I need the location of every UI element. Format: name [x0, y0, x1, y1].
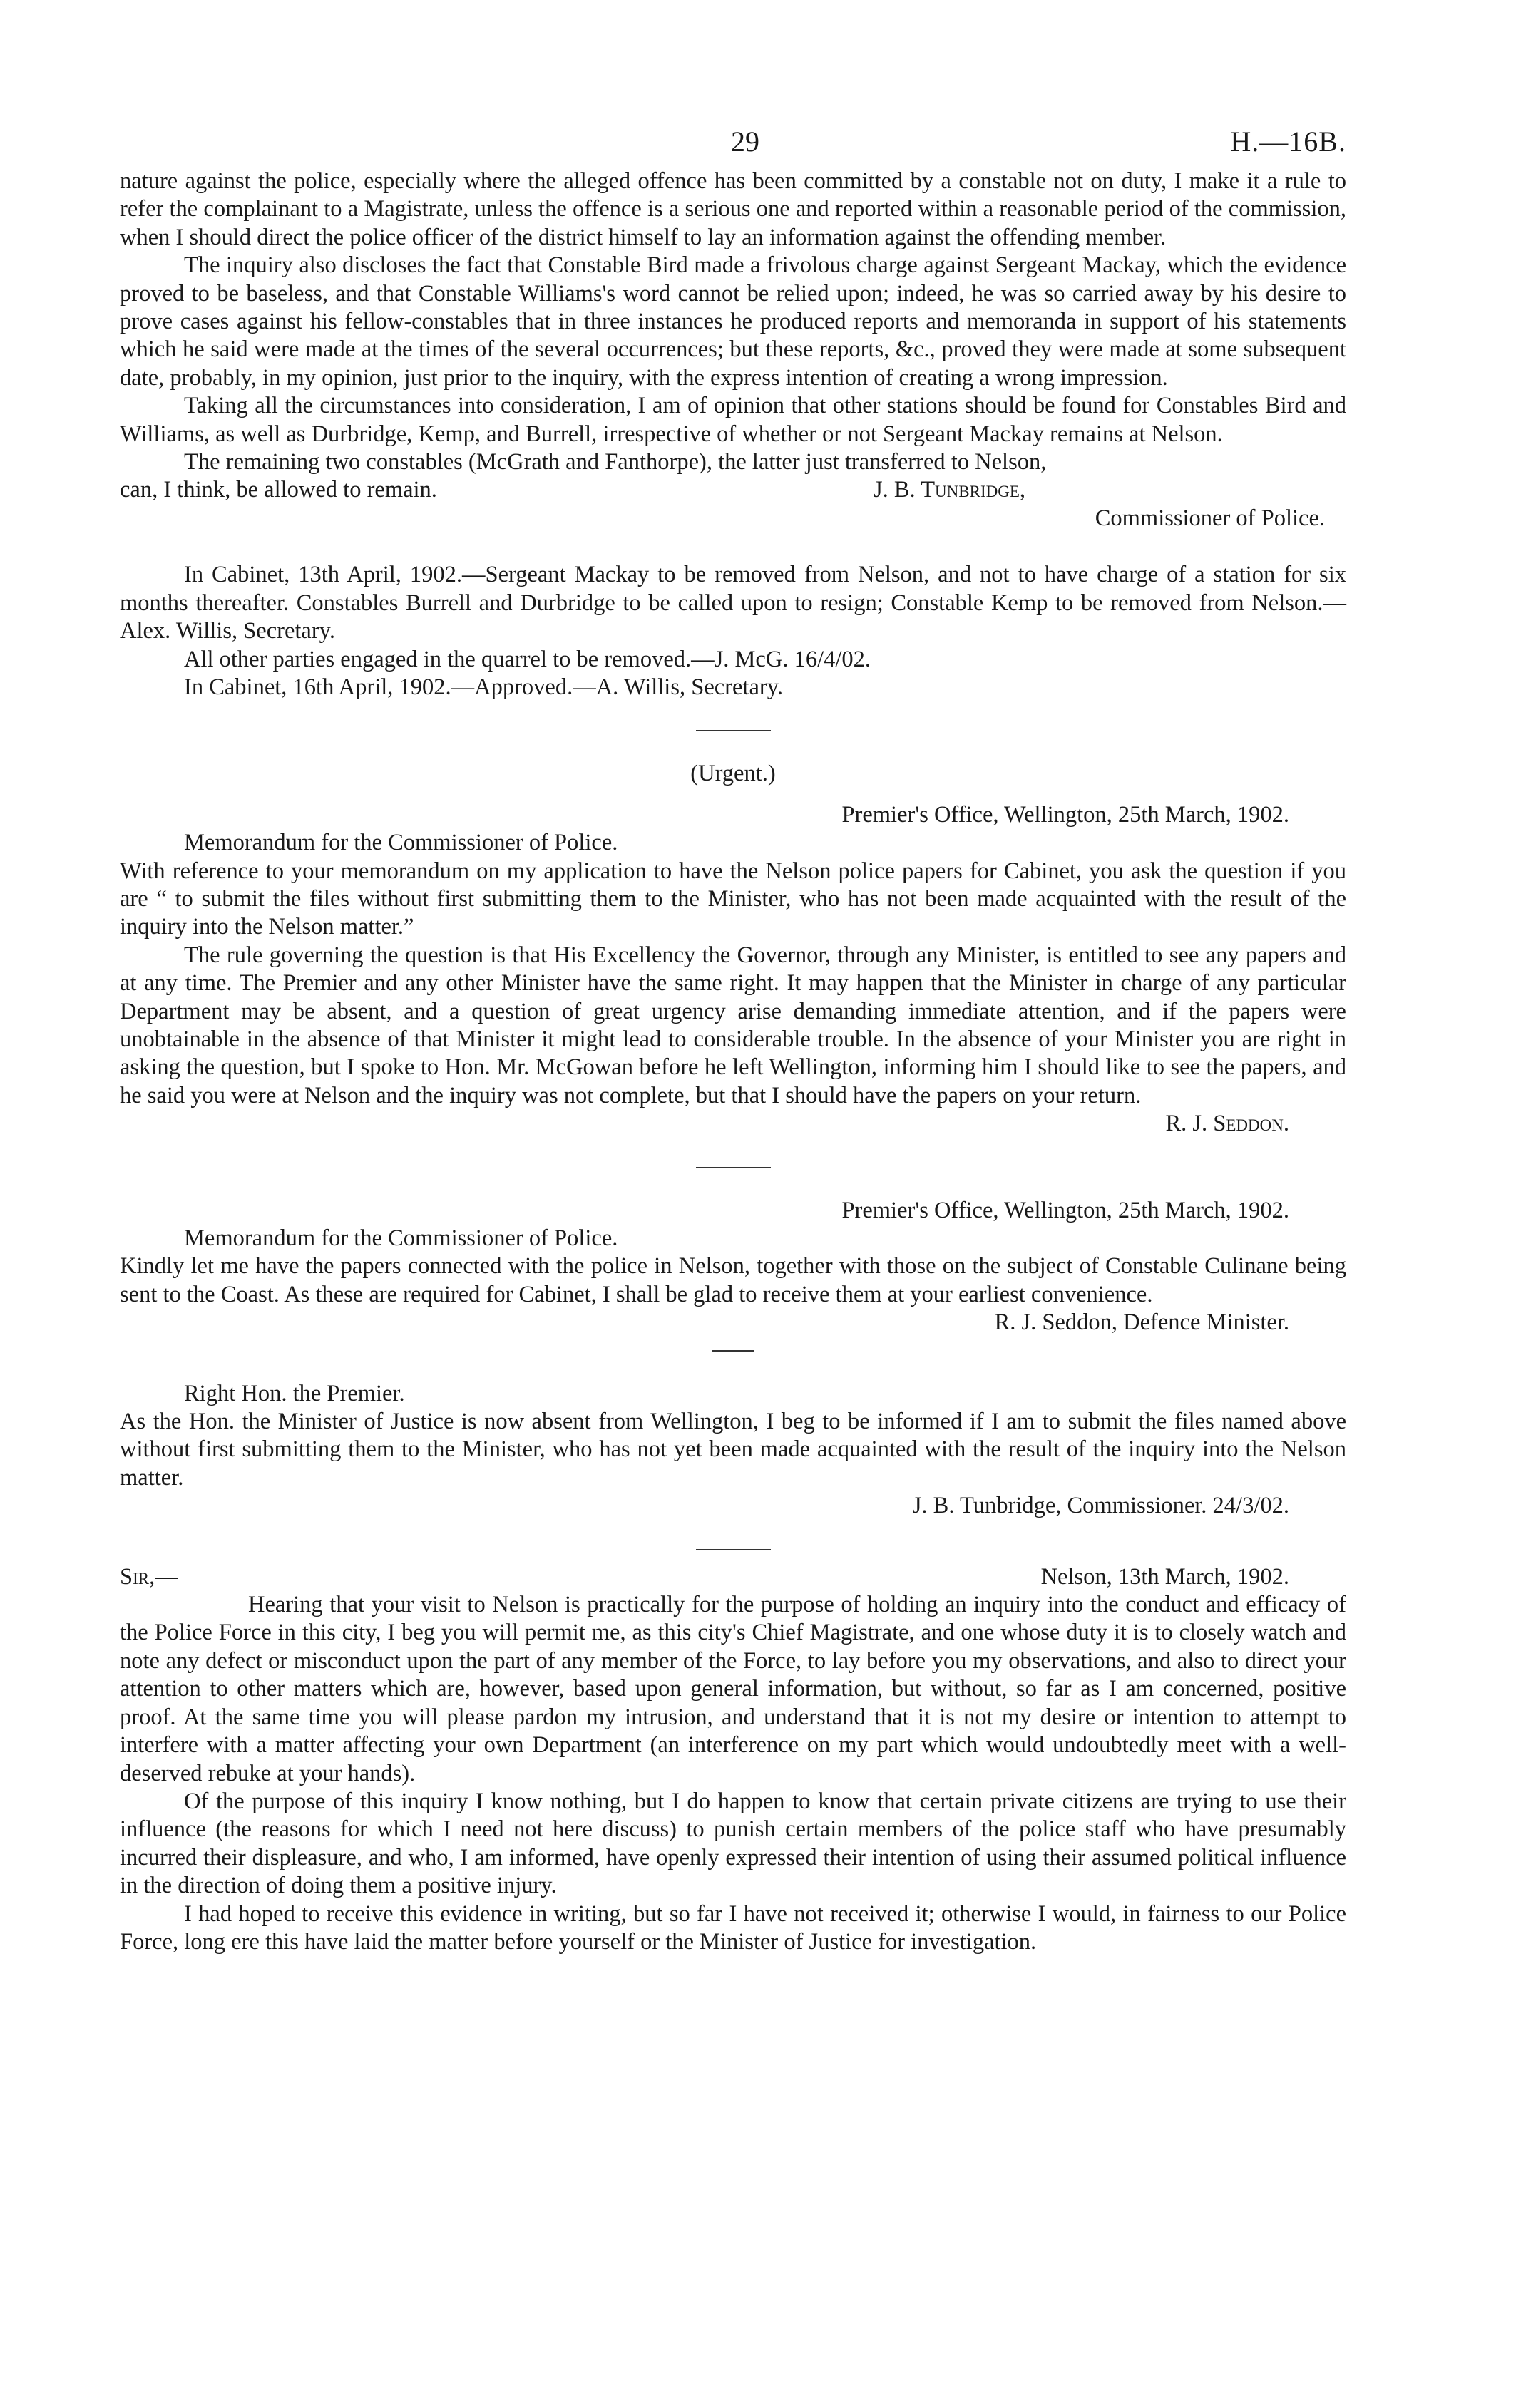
paragraph-remaining-constables: The remaining two constables (McGrath and Fanthorpe), the latter just transferred to Nelson,	[184, 449, 1047, 475]
signature-seddon: R. J. Seddon, Defence Minister.	[994, 1310, 1289, 1336]
paragraph-recommendation: Taking all the circumstances into consideration, I am of opinion that other stations should be found for Constables Bird and Williams, as well as Durbridge, Kemp, and Burrell, irrespective of whether or not Sergeant Mackay remains at Nelson.	[120, 393, 1346, 447]
paragraph-continuation: can, I think, be allowed to remain.	[120, 477, 437, 503]
memo-dateline: Premier's Office, Wellington, 25th March, 1902.	[841, 801, 1289, 828]
letter-salutation: Sir,—	[120, 1563, 178, 1590]
document-page	[120, 125, 1346, 1956]
letter-body-paragraph: Of the purpose of this inquiry I know nothing, but I do happen to know that certain private citizens are trying to use their influence (the reasons for which I need not here discuss) to punish certain members of the police staff who have presumably incurred their displeasure, and who, I am informed, have openly expressed their intention of using their assumed political influence in the direction of doing them a positive injury.	[120, 1788, 1346, 1899]
paragraph-police-complaints: nature against the police, especially where the alleged offence has been committed by a constable not on duty, I make it a rule to refer the complainant to a Magistrate, unless the offence is a serious one and reported within a reasonable period of the commission, when I should direct the police officer of the district himself to lay an information against the offending member.	[120, 168, 1346, 250]
memo-recipient: Right Hon. the Premier.	[184, 1380, 405, 1406]
letter-body-paragraph: Hearing that your visit to Nelson is practically for the purpose of holding an inquiry into the conduct and efficacy of the Police Force in this city, I beg you will permit me, as this city's Chief Magistrate, and one whose duty it is to closely watch and note any defect or misconduct upon the part of any member of the Force, to lay before you my observations, and also to direct your attention to other matters which are, however, based upon general information, but without, so far as I am concerned, positive proof. At the same time you will please pardon my intrusion, and understand that it is not my desire or intention to attempt to interfere with a matter affecting your own Department (an interference on my part which would undoubtedly meet with a well-deserved rebuke at your hands).	[120, 1592, 1346, 1786]
memo-body-paragraph: As the Hon. the Minister of Justice is now absent from Wellington, I beg to be informed if I am to submit the files named above without first submitting them to the Minister, who has not yet been made acquainted with the result of the inquiry into the Nelson matter.	[120, 1409, 1346, 1491]
letter-dateline: Nelson, 13th March, 1902.	[1040, 1563, 1289, 1590]
signature-seddon: R. J. Seddon.	[1165, 1111, 1289, 1137]
paragraph-inquiry-findings: The inquiry also discloses the fact that Constable Bird made a frivolous charge against Sergeant Mackay, which the evidence proved to be baseless, and that Constable Williams's word cannot be relied upon; indeed, he was so carried away by his desire to prove cases against his fellow-constables that in three instances he produced reports and memoranda in support of his statements which he said were made at the times of the several occurrences; but these reports, &c., proved they were made at some subsequent date, probably, in my opinion, just prior to the inquiry, with the express intention of creating a wrong impression.	[120, 252, 1346, 391]
signature-row	[120, 476, 1346, 504]
memo-body-paragraph: With reference to your memorandum on my application to have the Nelson police papers for Cabinet, you ask the question if you are “ to submit the files without first submitting them to the Minister, who has not been made acquainted with the result of the inquiry into the Nelson matter.”	[120, 858, 1346, 940]
document-reference: H.—16B.	[1230, 125, 1346, 158]
memo-recipient: Memorandum for the Commissioner of Police.	[184, 830, 618, 856]
page-number: 29	[731, 125, 759, 158]
page-header	[120, 125, 1346, 168]
memo-dateline: Premier's Office, Wellington, 25th March, 1902.	[841, 1197, 1289, 1223]
memo-body-paragraph: Kindly let me have the papers connected with the police in Nelson, together with those on the subject of Constable Culinane being sent to the Coast. As these are required for Cabinet, I shall be glad to receive them at your earliest convenience.	[120, 1253, 1346, 1307]
signature-tunbridge: J. B. Tunbridge,	[873, 477, 1025, 503]
letter-heading	[120, 1563, 1346, 1591]
cabinet-minute-quarrel: All other parties engaged in the quarrel to be removed.—J. McG. 16/4/02.	[184, 646, 871, 672]
signature-title: Commissioner of Police.	[1095, 505, 1325, 531]
cabinet-minute-13-april: In Cabinet, 13th April, 1902.—Sergeant Mackay to be removed from Nelson, and not to have charge of a station for six months thereafter. Constables Burrell and Durbridge to be called upon to resign; Constable Kemp to be removed from Nelson.—Alex. Willis, Secretary.	[120, 562, 1346, 644]
cabinet-minute-16-april: In Cabinet, 16th April, 1902.—Approved.—A. Willis, Secretary.	[184, 674, 783, 700]
memo-body-paragraph: The rule governing the question is that His Excellency the Governor, through any Minister, is entitled to see any papers and at any time. The Premier and any other Minister have the same right. It may happen that the Minister in charge of any particular Department may be absent, and a question of great urgency arise demanding immediate attention, and if the papers were unobtainable in the absence of that Minister it might lead to considerable trouble. In the absence of your Minister you are right in asking the question, but I spoke to Hon. Mr. McGowan before he left Wellington, informing him I should like to see the papers, and he said you were at Nelson and the inquiry was not complete, but that I should have the papers on your return.	[120, 942, 1346, 1108]
memo-recipient: Memorandum for the Commissioner of Police.	[184, 1225, 618, 1251]
letter-body-paragraph: I had hoped to receive this evidence in writing, but so far I have not received it; otherwise I would, in fairness to our Police Force, long ere this have laid the matter before yourself or the Minister of Justice for investigation.	[120, 1900, 1346, 1955]
signature-tunbridge: J. B. Tunbridge, Commissioner. 24/3/02.	[912, 1493, 1289, 1519]
memo-urgent-label: (Urgent.)	[690, 761, 776, 787]
